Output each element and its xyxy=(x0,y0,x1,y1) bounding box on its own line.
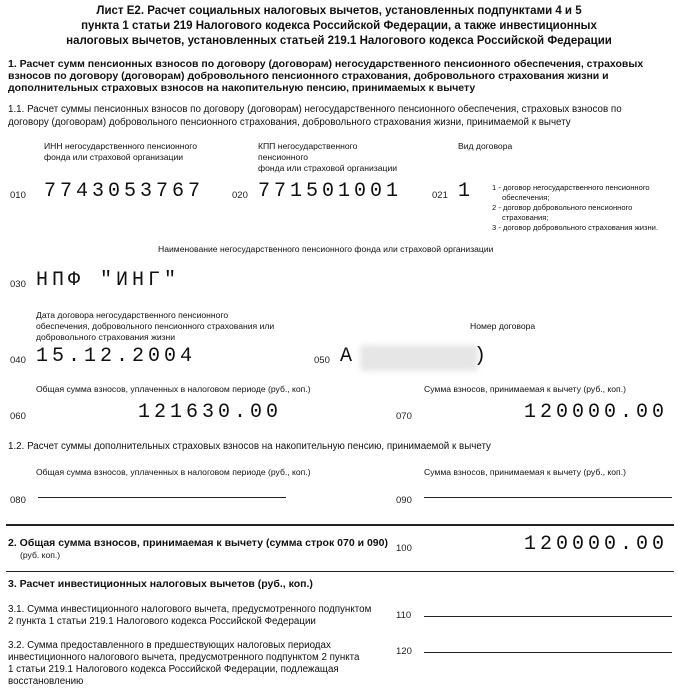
add-deductible-label: Сумма взносов, принимаемая к вычету (руб., коп.) xyxy=(424,467,626,477)
kpp-label-1: КПП негосударственного xyxy=(258,141,358,151)
deductible-value[interactable]: 120000.00 xyxy=(524,401,669,424)
kpp-label-2: пенсионного xyxy=(258,152,309,162)
row31-field-line[interactable] xyxy=(424,616,672,617)
section1-heading-2: взносов по договору (договорам) добровольного пенсионного страхования, добровольного страхования жизни и xyxy=(8,70,609,82)
contract-date-label-3: добровольного страхования жизни xyxy=(36,332,176,342)
contract-number-value-start[interactable]: А xyxy=(340,345,357,368)
row32-label-2: инвестиционного налогового вычета, предусмотренного подпунктом 2 пункта xyxy=(8,652,360,663)
section2-value[interactable]: 120000.00 xyxy=(524,533,669,556)
sheet-title-line2: пункта 1 статьи 219 Налогового кодекса Российской Федерации, а также инвестиционных xyxy=(81,20,597,32)
deductible-code: 070 xyxy=(396,411,412,422)
contract-date-label-1: Дата договора негосударственного пенсионного xyxy=(36,310,229,320)
contract-number-label: Номер договора xyxy=(470,321,536,331)
inn-label-2: фонда или страховой организации xyxy=(44,152,184,162)
contract-type-value[interactable]: 1 xyxy=(458,180,475,203)
contract-type-code: 021 xyxy=(432,190,448,201)
section1-heading-3: дополнительных страховых взносов на накопительную пенсию, принимаемых к вычету xyxy=(8,82,476,94)
section2-code: 100 xyxy=(396,543,412,554)
section2-label: 2. Общая сумма взносов, принимаемая к вычету (сумма строк 070 и 090) xyxy=(8,537,388,549)
row32-field-line[interactable] xyxy=(424,652,672,653)
contract-type-option-3: 3 - договор добровольного страхования жизни. xyxy=(492,223,658,232)
sheet-title-line3: налоговых вычетов, установленных статьей 219.1 Налогового кодекса Российской Федерации xyxy=(66,35,612,47)
paid-total-value[interactable]: 121630.00 xyxy=(138,401,283,424)
section-divider-2 xyxy=(6,571,674,572)
paid-total-label: Общая сумма взносов, уплаченных в налоговом периоде (руб., коп.) xyxy=(36,384,311,394)
section3-heading: 3. Расчет инвестиционных налоговых вычетов (руб., коп.) xyxy=(8,578,313,590)
contract-type-option-1a: 1 - договор негосударственного пенсионного xyxy=(492,183,650,192)
inn-code: 010 xyxy=(10,190,26,201)
section2-sublabel: (руб. коп.) xyxy=(20,550,61,560)
org-name-value[interactable]: НПФ "ИНГ" xyxy=(36,269,181,292)
contract-date-label-2: обеспечения, добровольного пенсионного страхования или xyxy=(36,321,275,331)
row31-label-2: 2 пункта 1 статьи 219.1 Налогового кодекса Российской Федерации xyxy=(8,616,316,627)
paid-total-code: 060 xyxy=(10,411,26,422)
inn-label-1: ИНН негосударственного пенсионного xyxy=(44,141,198,151)
contract-type-option-2b: страхования; xyxy=(502,213,549,222)
section-divider xyxy=(6,524,674,526)
row32-code: 120 xyxy=(396,646,412,657)
contract-type-label: Вид договора xyxy=(458,141,513,151)
row31-code: 110 xyxy=(396,610,412,621)
row31-label-1: 3.1. Сумма инвестиционного налогового вычета, предусмотренного подпунктом xyxy=(8,604,372,615)
add-paid-label: Общая сумма взносов, уплаченных в налоговом периоде (руб., коп.) xyxy=(36,467,311,477)
add-deductible-field-line[interactable] xyxy=(424,497,672,498)
contract-type-option-2a: 2 - договор добровольного пенсионного xyxy=(492,203,633,212)
row32-label-4: восстановлению xyxy=(8,676,84,687)
inn-value[interactable]: 7743053767 xyxy=(44,180,205,203)
org-name-label: Наименование негосударственного пенсионного фонда или страховой организации xyxy=(158,244,494,254)
sheet-title-line1: Лист Е2. Расчет социальных налоговых вычетов, установленных подпунктами 4 и 5 xyxy=(96,5,582,17)
contract-date-code: 040 xyxy=(10,355,26,366)
section11-heading-1: 1.1. Расчет суммы пенсионных взносов по договору (договорам) негосударственного пенсионного обеспечения, страховых взносов по xyxy=(8,104,622,115)
redacted-contract-number xyxy=(360,345,478,371)
section11-heading-2: договору (договорам) добровольного пенсионного страхования, добровольного страхования жизни, принимаемой к вычету xyxy=(8,117,571,128)
add-paid-field-line[interactable] xyxy=(38,497,286,498)
org-name-code: 030 xyxy=(10,279,26,290)
add-deductible-code: 090 xyxy=(396,495,412,506)
contract-number-code: 050 xyxy=(314,355,330,366)
contract-type-option-1b: обеспечения; xyxy=(502,193,550,202)
kpp-value[interactable]: 771501001 xyxy=(258,180,403,203)
row32-label-1: 3.2. Сумма предоставленного в предшествующих налоговых периодах xyxy=(8,640,331,651)
deductible-label: Сумма взносов, принимаемая к вычету (руб., коп.) xyxy=(424,384,626,394)
section1-heading-1: 1. Расчет сумм пенсионных взносов по договору (договорам) негосударственного пенсионного обеспечения, страховых xyxy=(8,58,644,70)
section12-heading: 1.2. Расчет суммы дополнительных страховых взносов на накопительную пенсию, принимаемой к вычету xyxy=(8,441,491,452)
contract-date-value[interactable]: 15.12.2004 xyxy=(36,345,197,368)
kpp-label-3: фонда или страховой организации xyxy=(258,163,398,173)
add-paid-code: 080 xyxy=(10,495,26,506)
row32-label-3: 1 статьи 219.1 Налогового кодекса Российской Федерации, подлежащая xyxy=(8,664,339,675)
contract-number-value-end: ) xyxy=(474,345,491,368)
kpp-code: 020 xyxy=(232,190,248,201)
